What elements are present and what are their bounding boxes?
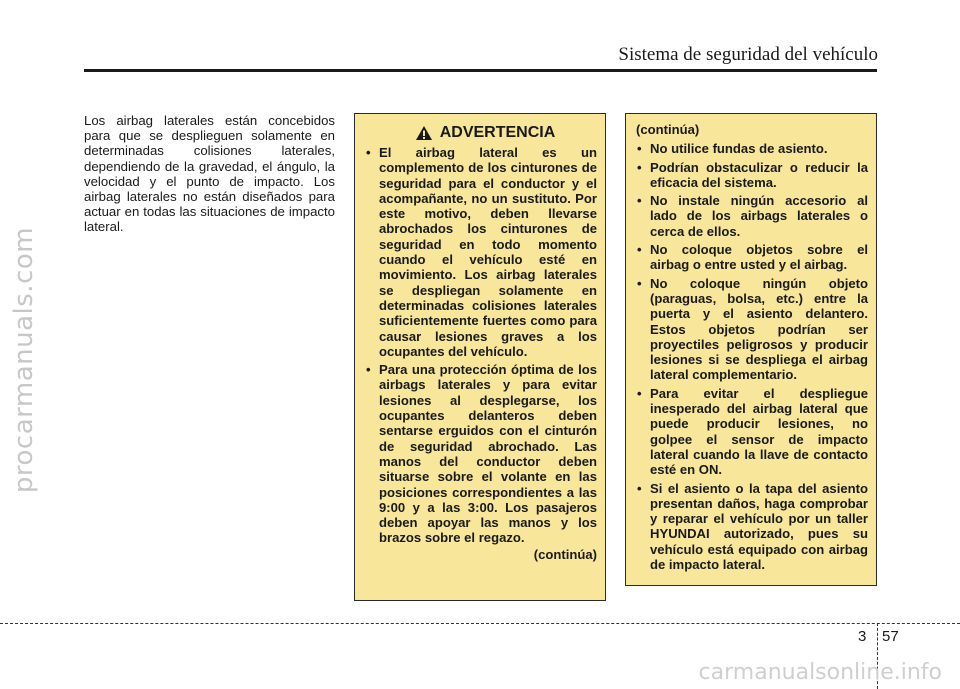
warning-item: • El airbag lateral es un complemento de los cinturones de seguridad para el conductor y el acompañante, no un sustituto. Por este motivo, deben llevarse abrochados los cinturones de seguridad en todo momento cuando el vehículo esté en movimiento. Los airbag laterales se despliegan solamente en determinadas colisiones laterales suficientemente fuertes como para causar lesiones graves a los ocupantes del vehículo. — [365, 145, 597, 359]
warning-item: • Para una protección óptima de los airbags laterales y para evitar lesiones al desplegarse, los ocupantes delanteros deben sentarse erguidos con el cinturón de seguridad abrochado. Las manos del conductor deben situarse sobre el volante en las posiciones correspondientes a las 9:00 y a las 3:00. Los pasajeros deben apoyar las manos y los brazos sobre el regazo. — [365, 362, 597, 546]
page-number — [858, 628, 899, 645]
warning-item: • Si el asiento o la tapa del asiento presentan daños, haga comprobar y reparar el vehículo por un taller HYUNDAI autorizado, pues su vehículo está equipado con airbag de impacto lateral. — [636, 481, 868, 573]
warning-item: • No instale ningún accesorio al lado de los airbags laterales o cerca de ellos. — [636, 193, 868, 239]
page-header-title: Sistema de seguridad del vehículo — [618, 44, 878, 65]
warning-list-2 — [636, 141, 868, 572]
footer-divider — [0, 623, 960, 624]
header-divider — [84, 69, 877, 72]
bottom-watermark: carmanualsonline.info — [698, 660, 942, 685]
continues-label: (continúa) — [533, 546, 597, 562]
warning-item: • No coloque objetos sobre el airbag o entre usted y el airbag. — [636, 242, 868, 273]
warning-title: ADVERTENCIA — [439, 124, 556, 141]
warning-item: • No coloque ningún objeto (paraguas, bolsa, etc.) entre la puerta y el asiento delantero. Estos objetos podrían ser proyectiles peligrosos y producir lesiones si se despliega el airbag lateral complementario. — [636, 276, 868, 383]
warning-item: • No utilice fundas de asiento. — [636, 141, 868, 156]
intro-paragraph: Los airbag laterales están concebidos para que se desplieguen solamente en determinadas colisiones laterales, dependiendo de la gravedad, el ángulo, la velocidad y el punto de impacto. Los airbag laterales no están diseñados para actuar en todas las situaciones de impacto lateral. — [84, 113, 335, 235]
continued-label: (continúa) — [636, 122, 700, 137]
warning-box-2 — [625, 113, 877, 586]
warning-triangle-icon — [415, 125, 433, 141]
warning-box-1 — [354, 113, 606, 601]
page-number-value: 57 — [882, 628, 899, 645]
chapter-number: 3 — [858, 628, 867, 645]
side-watermark — [4, 150, 44, 570]
side-watermark-text: procarmanuals.com — [9, 226, 40, 494]
warning-item: • Podrían obstaculizar o reducir la eficacia del sistema. — [636, 160, 868, 191]
warning-item: • Para evitar el despliegue inesperado del airbag lateral que puede producir lesiones, no golpee el sensor de impacto lateral cuando la llave de contacto esté en ON. — [636, 386, 868, 478]
warning-header — [373, 124, 597, 142]
warning-list-1 — [365, 145, 597, 546]
